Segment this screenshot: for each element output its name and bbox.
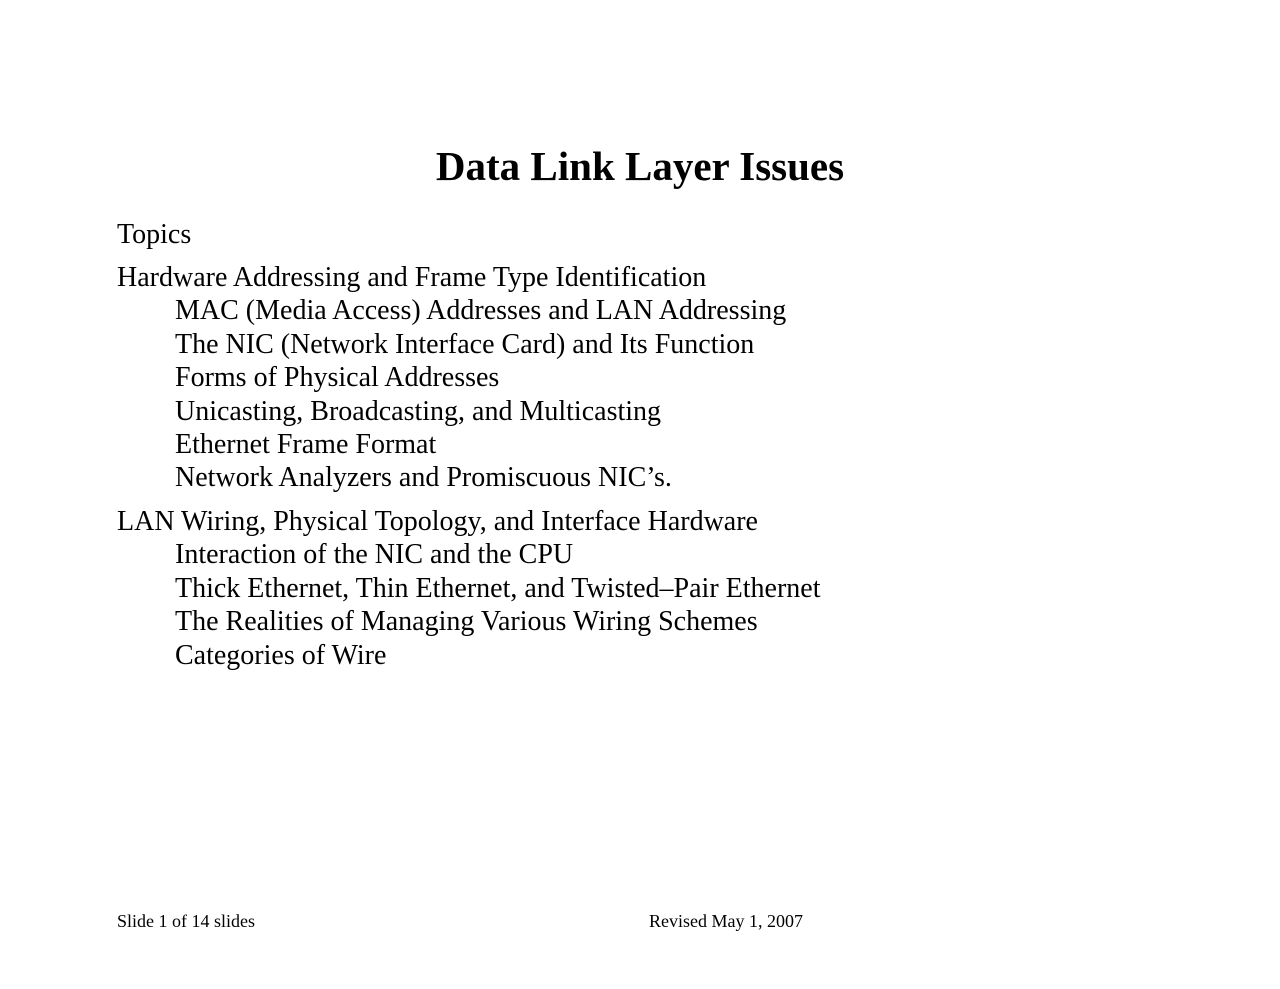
topic-section-lan-wiring: [117, 505, 821, 672]
subtopic-item: Thick Ethernet, Thin Ethernet, and Twisted–Pair Ethernet: [175, 572, 821, 604]
subtopic-item: The Realities of Managing Various Wiring Schemes: [175, 606, 758, 638]
subtopic-list: [117, 294, 786, 494]
subtopic-item: Ethernet Frame Format: [175, 429, 437, 461]
subtopic-item: Network Analyzers and Promiscuous NIC’s.: [175, 462, 672, 494]
subtopic-item: Categories of Wire: [175, 639, 387, 671]
topic-section-hardware-addressing: [117, 261, 786, 495]
slide-title: Data Link Layer Issues: [435, 143, 845, 189]
subtopic-item: MAC (Media Access) Addresses and LAN Addressing: [175, 295, 787, 327]
section-heading: Hardware Addressing and Frame Type Identification: [117, 262, 707, 293]
subtopic-item: Forms of Physical Addresses: [175, 362, 500, 394]
subtopic-list: [117, 538, 821, 672]
section-heading: LAN Wiring, Physical Topology, and Interface Hardware: [117, 506, 758, 537]
topics-label: Topics: [117, 219, 192, 250]
revision-date: Revised May 1, 2007: [649, 911, 803, 931]
slide-counter: Slide 1 of 14 slides: [117, 911, 255, 931]
subtopic-item: The NIC (Network Interface Card) and Its Function: [175, 328, 755, 360]
subtopic-item: Unicasting, Broadcasting, and Multicasting: [175, 395, 662, 427]
subtopic-item: Interaction of the NIC and the CPU: [175, 539, 574, 571]
